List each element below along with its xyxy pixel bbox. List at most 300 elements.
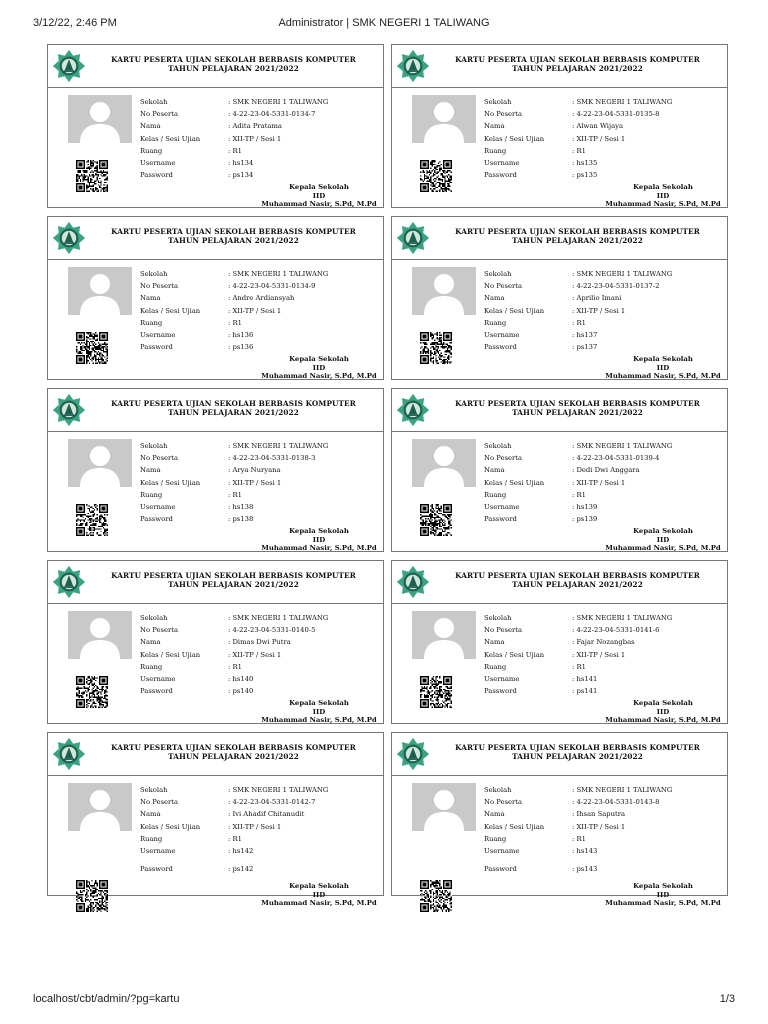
field-username: [484, 845, 724, 857]
field-value: : XII-TP / Sesi 1: [572, 306, 626, 315]
field-value: : XII-TP / Sesi 1: [572, 134, 626, 143]
field-kelas-sesi: [484, 821, 724, 833]
field-label: Nama: [484, 810, 505, 819]
field-value: : Fajar Nozangbas: [572, 638, 635, 647]
card-title: [432, 55, 723, 73]
field-label: No Peserta: [140, 626, 179, 635]
signature-mark: IID: [312, 191, 326, 200]
field-value: : XII-TP / Sesi 1: [228, 650, 282, 659]
school-logo-icon: [396, 737, 430, 771]
field-value: : Andre Ardiansyah: [228, 294, 295, 303]
field-kelas-sesi: [140, 133, 380, 145]
print-header: [33, 17, 735, 31]
field-value: : SMK NEGERI 1 TALIWANG: [572, 442, 673, 450]
field-no-peserta: [140, 624, 380, 636]
participant-details: [140, 96, 380, 181]
field-kelas-sesi: [484, 305, 724, 317]
field-label: No Peserta: [484, 454, 523, 463]
field-nama: [484, 292, 724, 304]
signature-name: Muhammad Nasir, S.Pd, M.Pd: [605, 716, 721, 724]
signature-role: Kepala Sekolah: [633, 882, 693, 890]
field-password: [484, 513, 724, 525]
field-value: : SMK NEGERI 1 TALIWANG: [228, 98, 329, 106]
field-label: Ruang: [140, 146, 163, 155]
field-password: [484, 341, 724, 353]
field-label: Username: [140, 846, 176, 855]
field-value: : 4-22-23-04-5331-0137-2: [572, 282, 660, 291]
field-username: [140, 501, 380, 513]
field-label: No Peserta: [484, 626, 523, 635]
field-label: Ruang: [140, 662, 163, 671]
participant-details: [484, 612, 724, 697]
field-value: : R1: [228, 662, 242, 671]
school-logo-icon: [52, 49, 86, 83]
field-value: : ps139: [572, 515, 598, 524]
exam-card: [391, 44, 728, 208]
field-value: : R1: [228, 834, 242, 843]
signature-mark: IID: [656, 707, 670, 716]
signature-block: [568, 183, 758, 209]
card-title-line-2: TAHUN PELAJARAN 2021/2022: [512, 408, 643, 417]
signature-mark: IID: [656, 191, 670, 200]
field-label: Nama: [140, 294, 161, 303]
card-title: [88, 55, 379, 73]
signature-name: Muhammad Nasir, S.Pd, M.Pd: [261, 899, 377, 907]
signature-block: [568, 527, 758, 553]
field-kelas-sesi: [484, 649, 724, 661]
field-label: Password: [140, 343, 173, 352]
field-ruang: [140, 661, 380, 673]
field-label: Username: [140, 330, 176, 339]
field-value: : R1: [572, 146, 586, 155]
field-label: Sekolah: [140, 98, 168, 106]
signature-name: Muhammad Nasir, S.Pd, M.Pd: [605, 544, 721, 552]
field-value: : Ihsan Saputra: [572, 810, 626, 819]
exam-card: [391, 388, 728, 552]
field-label: Nama: [484, 466, 505, 475]
field-username: [484, 157, 724, 169]
card-title-line-1: KARTU PESERTA UJIAN SEKOLAH BERBASIS KOMPUTER: [111, 571, 356, 580]
field-sekolah: [140, 440, 380, 452]
field-label: Kelas / Sesi Ujian: [140, 650, 201, 659]
field-value: : ps137: [572, 343, 598, 352]
page-number: 1/3: [719, 993, 735, 1005]
card-header: [48, 389, 383, 432]
field-label: No Peserta: [140, 454, 179, 463]
field-username: [140, 329, 380, 341]
field-value: : SMK NEGERI 1 TALIWANG: [228, 614, 329, 622]
field-value: : R1: [572, 662, 586, 671]
signature-mark: IID: [656, 890, 670, 899]
user-avatar-placeholder-icon: [412, 267, 476, 315]
field-value: : ps143: [572, 865, 598, 874]
card-title: [88, 571, 379, 589]
card-title-line-1: KARTU PESERTA UJIAN SEKOLAH BERBASIS KOMPUTER: [111, 227, 356, 236]
card-title: [432, 227, 723, 245]
signature-name: Muhammad Nasir, S.Pd, M.Pd: [261, 372, 377, 380]
qr-code-icon: [420, 880, 452, 912]
signature-mark: IID: [312, 707, 326, 716]
qr-code-icon: [420, 504, 452, 536]
field-value: : 4-22-23-04-5331-0138-3: [228, 454, 316, 463]
field-ruang: [484, 489, 724, 501]
field-no-peserta: [484, 452, 724, 464]
qr-code-icon: [76, 504, 108, 536]
field-value: : SMK NEGERI 1 TALIWANG: [572, 270, 673, 278]
field-password: [140, 863, 380, 875]
field-value: : hs142: [228, 846, 254, 855]
print-footer: [33, 993, 735, 1007]
field-value: : Dimas Dwi Putra: [228, 638, 291, 647]
signature-mark: IID: [312, 363, 326, 372]
field-value: : SMK NEGERI 1 TALIWANG: [572, 786, 673, 794]
signature-role: Kepala Sekolah: [289, 882, 349, 890]
qr-code-icon: [420, 160, 452, 192]
participant-details: [484, 96, 724, 181]
user-avatar-placeholder-icon: [68, 611, 132, 659]
field-label: Sekolah: [140, 614, 168, 622]
field-nama: [140, 464, 380, 476]
field-sekolah: [484, 440, 724, 452]
participant-details: [140, 612, 380, 697]
field-password: [484, 685, 724, 697]
signature-role: Kepala Sekolah: [289, 699, 349, 707]
card-title: [432, 399, 723, 417]
participant-details: [140, 268, 380, 353]
signature-block: [224, 699, 414, 725]
card-title-line-2: TAHUN PELAJARAN 2021/2022: [512, 64, 643, 73]
field-label: Ruang: [140, 834, 163, 843]
field-value: : 4-22-23-04-5331-0134-9: [228, 282, 316, 291]
field-label: Nama: [484, 638, 505, 647]
school-logo-icon: [396, 49, 430, 83]
card-title-line-1: KARTU PESERTA UJIAN SEKOLAH BERBASIS KOMPUTER: [111, 399, 356, 408]
field-kelas-sesi: [140, 305, 380, 317]
field-label: Ruang: [484, 490, 507, 499]
field-nama: [140, 120, 380, 132]
signature-role: Kepala Sekolah: [289, 183, 349, 191]
field-nama: [140, 808, 380, 820]
card-header: [392, 389, 727, 432]
card-title-line-2: TAHUN PELAJARAN 2021/2022: [512, 236, 643, 245]
field-label: Username: [140, 502, 176, 511]
field-value: : XII-TP / Sesi 1: [228, 478, 282, 487]
field-value: : XII-TP / Sesi 1: [572, 822, 626, 831]
card-title-line-1: KARTU PESERTA UJIAN SEKOLAH BERBASIS KOMPUTER: [455, 227, 700, 236]
field-value: : ps138: [228, 515, 254, 524]
field-label: Password: [484, 343, 517, 352]
field-label: Nama: [140, 810, 161, 819]
participant-details: [140, 440, 380, 525]
field-label: No Peserta: [140, 798, 179, 807]
field-label: Sekolah: [140, 442, 168, 450]
field-value: : XII-TP / Sesi 1: [228, 306, 282, 315]
field-ruang: [140, 489, 380, 501]
field-value: : 4-22-23-04-5331-0143-8: [572, 798, 660, 807]
field-ruang: [484, 661, 724, 673]
signature-role: Kepala Sekolah: [633, 183, 693, 191]
field-username: [140, 845, 380, 857]
field-nama: [484, 120, 724, 132]
field-value: : XII-TP / Sesi 1: [572, 650, 626, 659]
field-label: No Peserta: [140, 110, 179, 119]
field-label: Sekolah: [484, 98, 512, 106]
field-password: [484, 863, 724, 875]
card-title-line-1: KARTU PESERTA UJIAN SEKOLAH BERBASIS KOMPUTER: [455, 399, 700, 408]
page-title: Administrator | SMK NEGERI 1 TALIWANG: [278, 17, 490, 29]
user-avatar-placeholder-icon: [68, 439, 132, 487]
user-avatar-placeholder-icon: [412, 783, 476, 831]
page-url: localhost/cbt/admin/?pg=kartu: [33, 993, 180, 1005]
field-label: Password: [484, 515, 517, 524]
field-no-peserta: [484, 280, 724, 292]
field-password: [484, 169, 724, 181]
field-value: : Arya Nuryana: [228, 466, 281, 475]
card-header: [48, 561, 383, 604]
field-value: : 4-22-23-04-5331-0140-5: [228, 626, 316, 635]
signature-mark: IID: [312, 535, 326, 544]
field-label: Password: [140, 865, 173, 874]
field-label: No Peserta: [484, 110, 523, 119]
field-username: [484, 329, 724, 341]
field-nama: [140, 292, 380, 304]
field-label: Kelas / Sesi Ujian: [484, 650, 545, 659]
field-password: [140, 513, 380, 525]
field-nama: [140, 636, 380, 648]
signature-name: Muhammad Nasir, S.Pd, M.Pd: [605, 200, 721, 208]
signature-block: [568, 882, 758, 908]
field-sekolah: [140, 612, 380, 624]
card-title-line-2: TAHUN PELAJARAN 2021/2022: [168, 752, 299, 761]
field-nama: [484, 636, 724, 648]
card-title-line-1: KARTU PESERTA UJIAN SEKOLAH BERBASIS KOMPUTER: [455, 571, 700, 580]
field-label: No Peserta: [484, 798, 523, 807]
user-avatar-placeholder-icon: [68, 267, 132, 315]
school-logo-icon: [396, 393, 430, 427]
field-value: : R1: [228, 318, 242, 327]
field-label: Ruang: [484, 834, 507, 843]
field-username: [140, 157, 380, 169]
field-value: : SMK NEGERI 1 TALIWANG: [572, 614, 673, 622]
field-sekolah: [140, 268, 380, 280]
qr-code-icon: [420, 676, 452, 708]
field-label: Ruang: [484, 146, 507, 155]
school-logo-icon: [52, 221, 86, 255]
field-label: Username: [484, 502, 520, 511]
field-ruang: [484, 145, 724, 157]
signature-block: [224, 527, 414, 553]
field-password: [140, 685, 380, 697]
card-title: [88, 743, 379, 761]
signature-role: Kepala Sekolah: [289, 527, 349, 535]
field-nama: [484, 808, 724, 820]
field-label: Kelas / Sesi Ujian: [484, 134, 545, 143]
field-value: : hs137: [572, 330, 598, 339]
field-label: Password: [140, 171, 173, 180]
field-label: Kelas / Sesi Ujian: [484, 478, 545, 487]
field-no-peserta: [140, 796, 380, 808]
field-kelas-sesi: [484, 133, 724, 145]
field-value: : hs138: [228, 502, 254, 511]
field-label: Ruang: [484, 662, 507, 671]
card-title: [432, 743, 723, 761]
field-value: : ps141: [572, 687, 598, 696]
signature-block: [224, 355, 414, 381]
field-value: : SMK NEGERI 1 TALIWANG: [228, 270, 329, 278]
user-avatar-placeholder-icon: [412, 439, 476, 487]
exam-card: [47, 44, 384, 208]
field-value: : 4-22-23-04-5331-0142-7: [228, 798, 316, 807]
field-value: : XII-TP / Sesi 1: [228, 822, 282, 831]
participant-details: [140, 784, 380, 875]
field-password: [140, 341, 380, 353]
field-label: Kelas / Sesi Ujian: [140, 134, 201, 143]
signature-role: Kepala Sekolah: [633, 699, 693, 707]
field-label: Password: [484, 865, 517, 874]
field-value: : 4-22-23-04-5331-0139-4: [572, 454, 660, 463]
card-header: [392, 561, 727, 604]
field-ruang: [484, 317, 724, 329]
card-header: [392, 733, 727, 776]
signature-name: Muhammad Nasir, S.Pd, M.Pd: [605, 899, 721, 907]
qr-code-icon: [76, 880, 108, 912]
exam-card: [391, 732, 728, 907]
participant-details: [484, 440, 724, 525]
field-label: Password: [140, 687, 173, 696]
field-value: : ps142: [228, 865, 254, 874]
field-value: : R1: [228, 146, 242, 155]
card-title-line-1: KARTU PESERTA UJIAN SEKOLAH BERBASIS KOMPUTER: [455, 743, 700, 752]
signature-name: Muhammad Nasir, S.Pd, M.Pd: [605, 372, 721, 380]
field-sekolah: [484, 96, 724, 108]
school-logo-icon: [52, 565, 86, 599]
field-label: Kelas / Sesi Ujian: [140, 822, 201, 831]
exam-card: [47, 216, 384, 380]
field-no-peserta: [140, 452, 380, 464]
field-label: Ruang: [140, 490, 163, 499]
field-no-peserta: [484, 108, 724, 120]
field-label: Sekolah: [140, 270, 168, 278]
field-label: Sekolah: [484, 270, 512, 278]
field-label: Username: [484, 330, 520, 339]
card-title: [88, 227, 379, 245]
field-username: [484, 673, 724, 685]
qr-code-icon: [420, 332, 452, 364]
card-header: [48, 45, 383, 88]
field-nama: [484, 464, 724, 476]
field-label: Username: [484, 158, 520, 167]
field-value: : XII-TP / Sesi 1: [228, 134, 282, 143]
exam-card: [47, 388, 384, 552]
field-label: Password: [140, 515, 173, 524]
field-label: Sekolah: [484, 614, 512, 622]
field-ruang: [140, 317, 380, 329]
field-label: Username: [140, 158, 176, 167]
field-value: : R1: [228, 490, 242, 499]
signature-block: [224, 882, 414, 908]
field-value: : Ivi Ahadif Chitanudit: [228, 810, 305, 819]
field-no-peserta: [484, 624, 724, 636]
field-label: Nama: [484, 294, 505, 303]
school-logo-icon: [52, 393, 86, 427]
exam-card: [47, 732, 384, 907]
field-value: : 4-22-23-04-5331-0135-8: [572, 110, 660, 119]
signature-mark: IID: [312, 890, 326, 899]
card-header: [48, 733, 383, 776]
participant-details: [484, 268, 724, 353]
field-value: : R1: [572, 834, 586, 843]
field-label: Kelas / Sesi Ujian: [484, 306, 545, 315]
field-value: : hs135: [572, 158, 598, 167]
field-label: Kelas / Sesi Ujian: [140, 306, 201, 315]
field-ruang: [140, 145, 380, 157]
field-value: : Alwan Wijaya: [572, 122, 624, 131]
field-value: : ps134: [228, 171, 254, 180]
field-ruang: [140, 833, 380, 845]
card-title-line-1: KARTU PESERTA UJIAN SEKOLAH BERBASIS KOMPUTER: [111, 55, 356, 64]
card-title-line-2: TAHUN PELAJARAN 2021/2022: [512, 580, 643, 589]
field-kelas-sesi: [140, 821, 380, 833]
field-label: Nama: [484, 122, 505, 131]
signature-role: Kepala Sekolah: [633, 527, 693, 535]
card-title-line-2: TAHUN PELAJARAN 2021/2022: [168, 408, 299, 417]
card-header: [392, 217, 727, 260]
field-label: No Peserta: [484, 282, 523, 291]
exam-card: [47, 560, 384, 724]
participant-details: [484, 784, 724, 875]
field-kelas-sesi: [140, 477, 380, 489]
field-ruang: [484, 833, 724, 845]
field-value: : hs141: [572, 674, 598, 683]
field-value: : hs140: [228, 674, 254, 683]
signature-mark: IID: [656, 535, 670, 544]
card-title-line-2: TAHUN PELAJARAN 2021/2022: [512, 752, 643, 761]
field-label: Password: [484, 171, 517, 180]
field-value: : ps140: [228, 687, 254, 696]
field-username: [140, 673, 380, 685]
school-logo-icon: [396, 221, 430, 255]
qr-code-icon: [76, 676, 108, 708]
field-no-peserta: [140, 108, 380, 120]
card-header: [48, 217, 383, 260]
field-kelas-sesi: [484, 477, 724, 489]
field-kelas-sesi: [140, 649, 380, 661]
field-sekolah: [484, 612, 724, 624]
card-title-line-2: TAHUN PELAJARAN 2021/2022: [168, 236, 299, 245]
qr-code-icon: [76, 332, 108, 364]
field-value: : hs139: [572, 502, 598, 511]
signature-block: [568, 355, 758, 381]
print-datetime: 3/12/22, 2:46 PM: [33, 17, 117, 29]
field-label: Ruang: [484, 318, 507, 327]
user-avatar-placeholder-icon: [412, 95, 476, 143]
signature-name: Muhammad Nasir, S.Pd, M.Pd: [261, 544, 377, 552]
field-value: : XII-TP / Sesi 1: [572, 478, 626, 487]
field-username: [484, 501, 724, 513]
field-value: : hs143: [572, 846, 598, 855]
field-sekolah: [140, 96, 380, 108]
signature-role: Kepala Sekolah: [633, 355, 693, 363]
card-grid: [47, 44, 728, 924]
field-value: : 4-22-23-04-5331-0134-7: [228, 110, 316, 119]
field-label: Nama: [140, 466, 161, 475]
field-value: : SMK NEGERI 1 TALIWANG: [228, 786, 329, 794]
school-logo-icon: [396, 565, 430, 599]
qr-code-icon: [76, 160, 108, 192]
field-password: [140, 169, 380, 181]
user-avatar-placeholder-icon: [412, 611, 476, 659]
signature-role: Kepala Sekolah: [289, 355, 349, 363]
